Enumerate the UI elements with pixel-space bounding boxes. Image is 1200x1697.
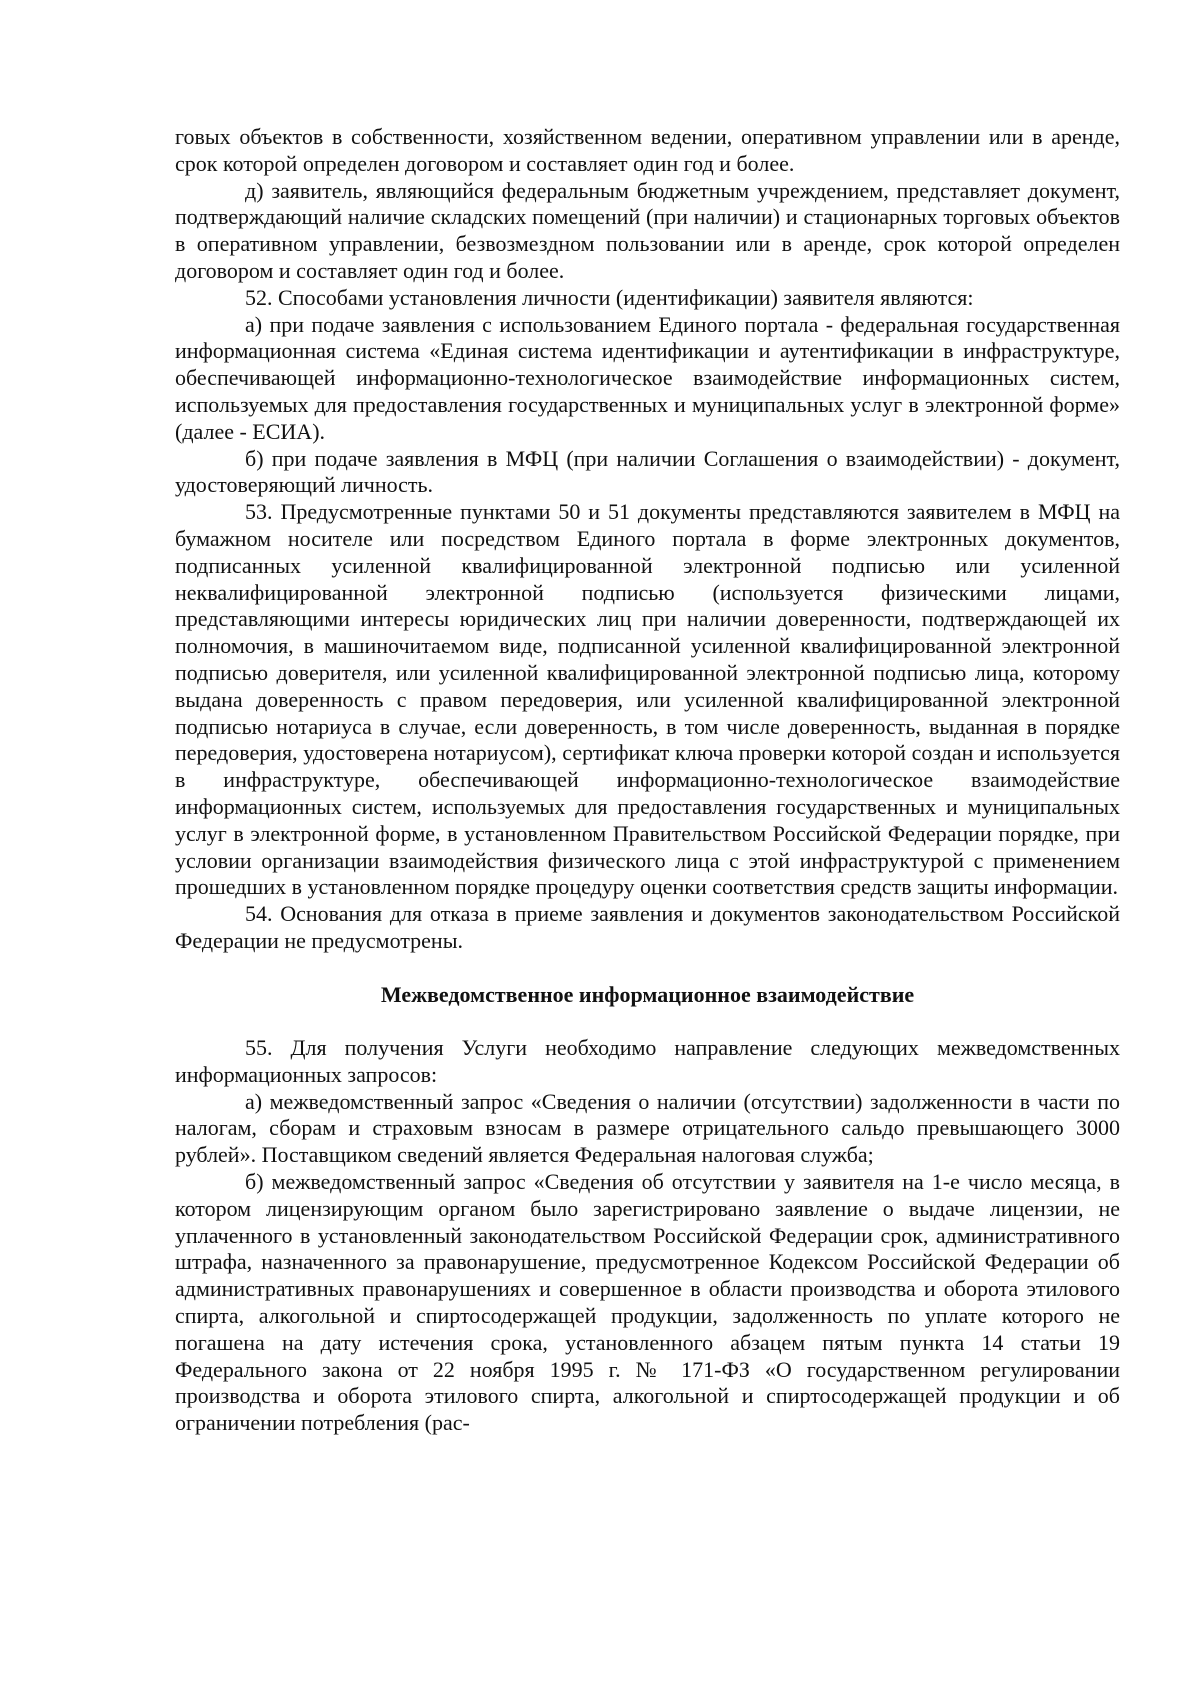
section-spacer-bottom	[175, 1008, 1120, 1035]
paragraph-52: 52. Способами установления личности (идентификации) заявителя являются:	[245, 284, 974, 310]
paragraph-52-b: б) при подаче заявления в МФЦ (при наличии Соглашения о взаимодействии) - документ, удостоверяющий личность.	[175, 445, 1120, 498]
paragraph-continuation: говых объектов в собственности, хозяйственном ведении, оперативном управлении или в аренде, срок которой определен договором и составляет один год и более.	[175, 124, 1120, 176]
paragraph-54: 54. Основания для отказа в приеме заявления и документов законодательством Российской Федерации не предусмотрены.	[175, 901, 1120, 953]
section-spacer-top	[175, 955, 1120, 982]
document-page	[175, 124, 1120, 1437]
paragraph-55: 55. Для получения Услуги необходимо направление следующих межведомственных информационных запросов:	[175, 1035, 1120, 1087]
paragraph-55-a: а) межведомственный запрос «Сведения о наличии (отсутствии) задолженности в части по налогам, сборам и страховым взносам в размере отрицательного сальдо превышающего 3000 рублей». Поставщиком сведений является Федеральная налоговая служба;	[175, 1088, 1120, 1168]
paragraph-52-a: а) при подаче заявления с использованием Единого портала - федеральная государственная информационная система «Единая система идентификации и аутентификации в инфраструктуре, обеспечивающей информационно-технологическое взаимодействие информационных систем, используемых для предоставления государственных и муниципальных услуг в электронной форме» (далее - ЕСИА).	[175, 311, 1120, 444]
paragraph-item-d: д) заявитель, являющийся федеральным бюджетным учреждением, представляет документ, подтверждающий наличие складских помещений (при наличии) и стационарных торговых объектов в оперативном управлении, безвозмездном пользовании или в аренде, срок которой определен договором и составляет один год и более.	[175, 177, 1120, 283]
section-heading: Межведомственное информационное взаимодействие	[380, 981, 915, 1007]
paragraph-55-b: б) межведомственный запрос «Сведения об отсутствии у заявителя на 1-е число месяца, в котором лицензирующим органом было зарегистрировано заявление о выдаче лицензии, не уплаченного в установленный законодательством Российской Федерации срок, административного штрафа, назначенного за правонарушение, предусмотренное Кодексом Российской Федерации об административных правонарушениях и совершенное в области производства и оборота этилового спирта, алкогольной и спиртосодержащей продукции, задолженность по уплате которого не погашена на дату истечения срока, установленного абзацем пятым пункта 14 статьи 19 Федерального закона от 22 ноября 1995 г. № 171-ФЗ «О государственном регулировании производства и оборота этилового спирта, алкогольной и спиртосодержащей продукции и об ограничении потребления (рас-	[175, 1169, 1120, 1436]
paragraph-53: 53. Предусмотренные пунктами 50 и 51 документы представляются заявителем в МФЦ на бумажном носителе или посредством Единого портала в форме электронных документов, подписанных усиленной квалифицированной электронной подписью или усиленной неквалифицированной электронной подписью (используется физическими лицами, представляющими интересы юридических лиц при наличии доверенности, подтверждающей их полномочия, в машиночитаемом виде, подписанной усиленной квалифицированной электронной подписью доверителя, или усиленной квалифицированной электронной подписью лица, которому выдана доверенность с правом передоверия, или усиленной квалифицированной электронной подписью нотариуса в случае, если доверенность, в том числе доверенность, выданная в порядке передоверия, удостоверена нотариусом), сертификат ключа проверки которой создан и используется в инфраструктуре, обеспечивающей информационно-технологическое взаимодействие информационных систем, используемых для предоставления государственных и муниципальных услуг в электронной форме, в установленном Правительством Российской Федерации порядке, при условии организации взаимодействия физического лица с этой инфраструктурой с применением прошедших в установленном порядке процедуру оценки соответствия средств защиты информации.	[175, 499, 1120, 900]
